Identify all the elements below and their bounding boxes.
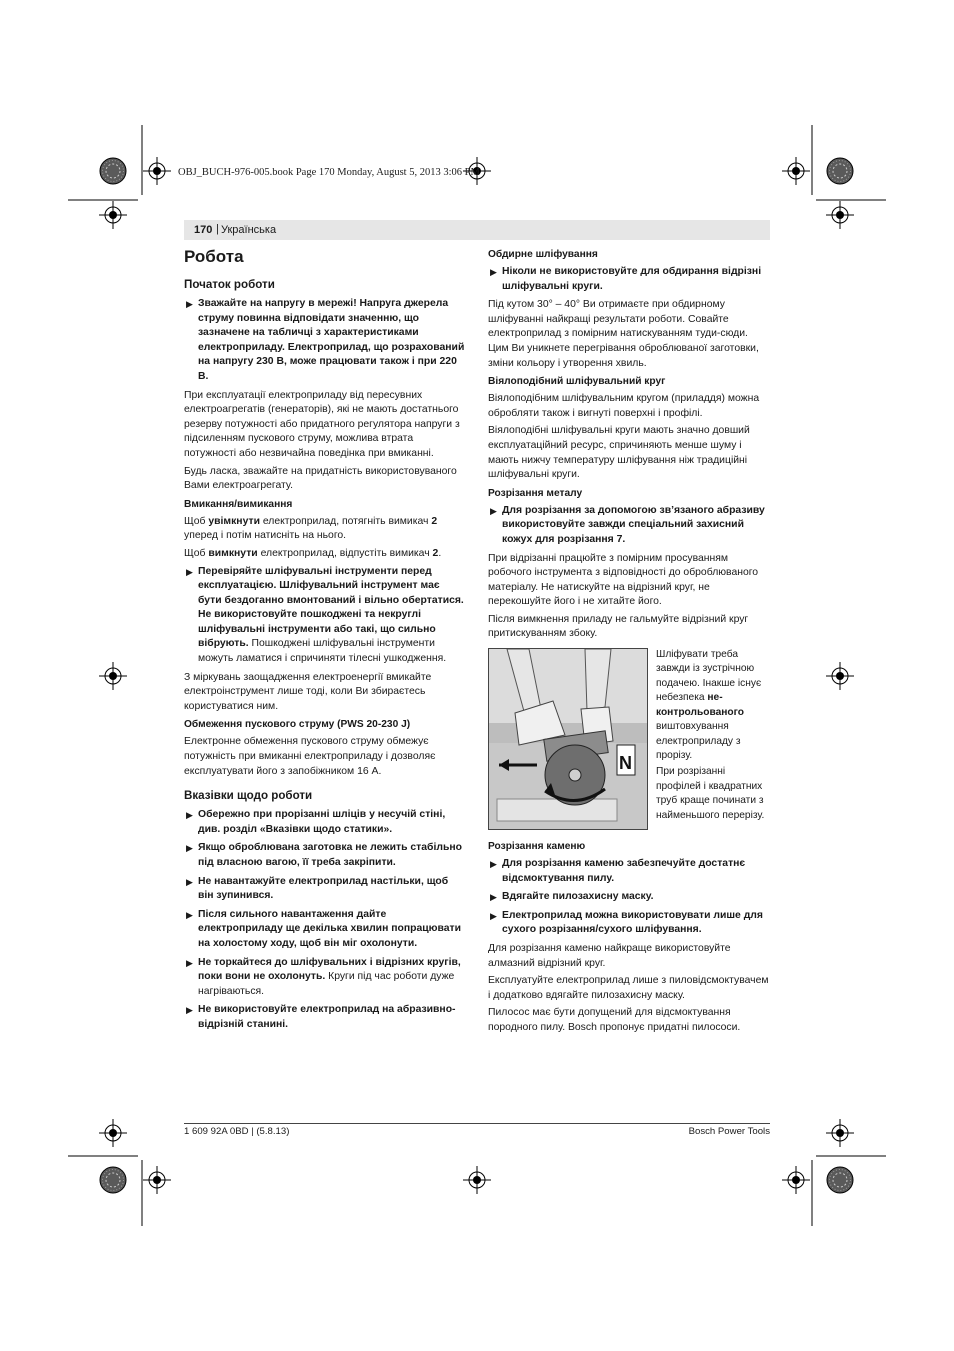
metal-text-1: При відрізанні працюйте з помірним просуванням робочого інструмента з відповідності до оброблюваного матеріалу. Не натискуйте на відрізний круг, не перекошуйте його і не хитайте його. <box>488 552 759 608</box>
metal-warning: ▶ Для розрізання за допомогою зв’язаного абразиву використовуйте завжди спеціальний захисний кожух для розрізання 7. <box>490 504 765 545</box>
section-title: Робота <box>184 247 244 266</box>
tips-heading: Вказівки щодо роботи <box>184 789 313 803</box>
stone-bullet: ▶ Для розрізання каменю забезпечуйте достатнє відсмоктування пилу. <box>490 858 746 884</box>
bullet-arrow-icon: ▶ <box>186 843 193 854</box>
footer-brand: Bosch Power Tools <box>688 1126 770 1137</box>
start-heading: Початок роботи <box>184 278 275 291</box>
bullet-arrow-icon: ▶ <box>186 566 193 577</box>
profile-cut-note: При розрізанні профілей і квадратних труб краще починати з найменьшого перерізу. <box>656 766 765 821</box>
tip-bullet: ▶ Не використовуйте електроприлад на абразивно-відрізній станині. <box>186 1004 456 1030</box>
tip-bullet: ▶ Не торкайтеся до шліфувальних і відрізних кругів, поки вони не охолонуть. Круги під час роботи дуже нагріваються. <box>186 956 461 997</box>
switch-on-text: Щоб увімкнути електроприлад, потягніть вимикач 2 уперед і потім натисніть на нього. <box>184 515 438 542</box>
switching-heading: Вмикання/вимикання <box>184 498 293 510</box>
left-column <box>184 246 466 1037</box>
tip-bullet: ▶ Після сильного навантаження дайте електроприладу ще декілька хвилин попрацювати на холостому ходу, щоб він міг охолонути. <box>186 908 462 949</box>
stone-text-3: Пилосос має бути допущений для відсмоктування породного пилу. Bosch пропонує придатні пилососи. <box>488 1007 741 1033</box>
figure-label: N <box>619 753 632 774</box>
inrush-text: Електронне обмеження пускового струму обмежує потужність при вмиканні електроприладу і дозволяє експлуатувати його з запобіжником 16 A. <box>184 736 436 777</box>
tip-bullet: ▶ Обережно при прорізанні шліців у несучій стіні, див. розділ «Вказівки щодо статики». <box>186 809 446 835</box>
bullet-arrow-icon: ▶ <box>186 957 193 968</box>
check-tools-warning: ▶ Перевіряйте шліфувальні інструменти перед експлуатацією. Шліфувальний інструмент має бути бездоганно вмонтований і вільно обертатися. Не використовуйте пошкоджені та некруглі шліфувальні інструменти або такі, що сильно вібрують. Пошкоджені шліфувальні інструменти можуть ламатися і спричиняти тілесні ушкодження. <box>186 565 464 665</box>
bullet-arrow-icon: ▶ <box>186 810 193 821</box>
right-column <box>488 248 770 1039</box>
stone-text-2: Експлуатуйте електроприлад лише з пиловідсмоктувачем і додатково вдягайте пилозахисну маску. <box>488 975 769 1001</box>
tip-bullet: ▶ Не навантажуйте електроприлад настільки, щоб він зупинився. <box>186 875 449 902</box>
bullet-arrow-icon: ▶ <box>490 910 497 921</box>
bullet-arrow-icon: ▶ <box>490 505 497 516</box>
print-slug: OBJ_BUCH-976-005.book Page 170 Monday, August 5, 2013 3:06 PM <box>178 167 480 178</box>
footer-rule <box>184 1123 770 1124</box>
footer-doc-number: 1 609 92A 0BD | (5.8.13) <box>184 1126 290 1137</box>
energy-saving-text: З міркувань заощадження електроенергії вмикайте електроінструмент лише тоді, коли Ви збираєтесь користуватися ним. <box>184 671 432 712</box>
bullet-arrow-icon: ▶ <box>490 267 497 277</box>
rough-heading: Обдирне шліфування <box>488 249 598 260</box>
flap-text-1: Віялоподібним шліфувальним кругом (приладдя) можна обробляти також і вигнуті поверхні і профілі. <box>488 393 760 419</box>
metal-text-2: Після вимкнення приладу не гальмуйте відрізний круг притискуванням збоку. <box>488 613 749 640</box>
bullet-arrow-icon: ▶ <box>186 1005 193 1016</box>
stone-text-1: Для розрізання каменю найкраще використовуйте алмазний відрізний круг. <box>488 943 731 969</box>
voltage-warning: ▶ Зважайте на напругу в мережі! Напруга джерела струму повинна відповідати значенню, що зазначене на табличці з характеристиками електроприладу. Електроприлад, що розрахований на напругу 230 В, може працювати також і при 220 В. <box>186 298 465 382</box>
generator-note: Будь ласка, зважайте на придатність використовуваного Вами електроагрегату. <box>184 465 457 492</box>
stone-bullet: ▶ Електроприлад можна використовувати лише для сухого розрізання/сухого шліфування. <box>490 909 763 936</box>
header-language: Українська <box>221 224 277 236</box>
bullet-arrow-icon: ▶ <box>186 909 193 920</box>
flap-heading: Віялоподібний шліфувальний круг <box>488 376 666 388</box>
tip-bullet: ▶ Якщо оброблювана заготовка не лежить стабільно під власною вагою, її треба закріпити. <box>186 842 462 868</box>
bullet-arrow-icon: ▶ <box>186 299 193 309</box>
bullet-arrow-icon: ▶ <box>490 859 497 870</box>
rough-text: Під кутом 30° – 40° Ви отримаєте при обдирному шліфуванні найкращі результати роботи. Совайте електроприлад з помірним натискуванням туди-сюди. Цим Ви уникнете перегрівання оброблюваної заготовки, зміни кольору і утворення хвиль. <box>488 299 759 369</box>
switch-off-text: Щоб вимкнути електроприлад, відпустіть вимикач 2. <box>184 547 442 559</box>
page-number: 170 <box>194 224 213 236</box>
cutting-illustration <box>488 648 648 830</box>
bullet-arrow-icon: ▶ <box>186 876 193 887</box>
rough-warning: ▶ Ніколи не використовуйте для обдирання відрізні шліфувальні круги. <box>490 266 762 292</box>
stone-bullet: ▶ Вдягайте пилозахисну маску. <box>488 890 770 905</box>
stone-heading: Розрізання каменю <box>488 841 586 853</box>
generator-paragraph: При експлуатації електроприладу від пересувних електроагрегатів (генераторів), які не мають достатнього резерву потужності або придатного регулятора напруги з підсиленням пускового струму, можлива втрата потужності або незвичайна поведінка при вмиканні. <box>184 389 460 459</box>
bullet-arrow-icon: ▶ <box>490 892 497 903</box>
header-separator: | <box>216 223 219 235</box>
inrush-heading: Обмеження пускового струму (PWS 20-230 J) <box>184 719 411 731</box>
flap-text-2: Віялоподібні шліфувальні круги мають значно довший експлуатаційний ресурс, спричиняють менше шуму і мають нижчу температуру шліфування ніж традиційні шліфувальні круги. <box>488 425 750 481</box>
metal-heading: Розрізання металу <box>488 487 583 499</box>
figure-caption: Шліфувати треба завжди із зустрічною подачею. Інакше існує небезпека не-контрольованого виштовхування електроприладу з прорізу. При розрізанні профілей і квадратних труб краще починати з найменьшого перерізу. <box>656 648 770 830</box>
cutting-figure-row <box>488 648 770 830</box>
